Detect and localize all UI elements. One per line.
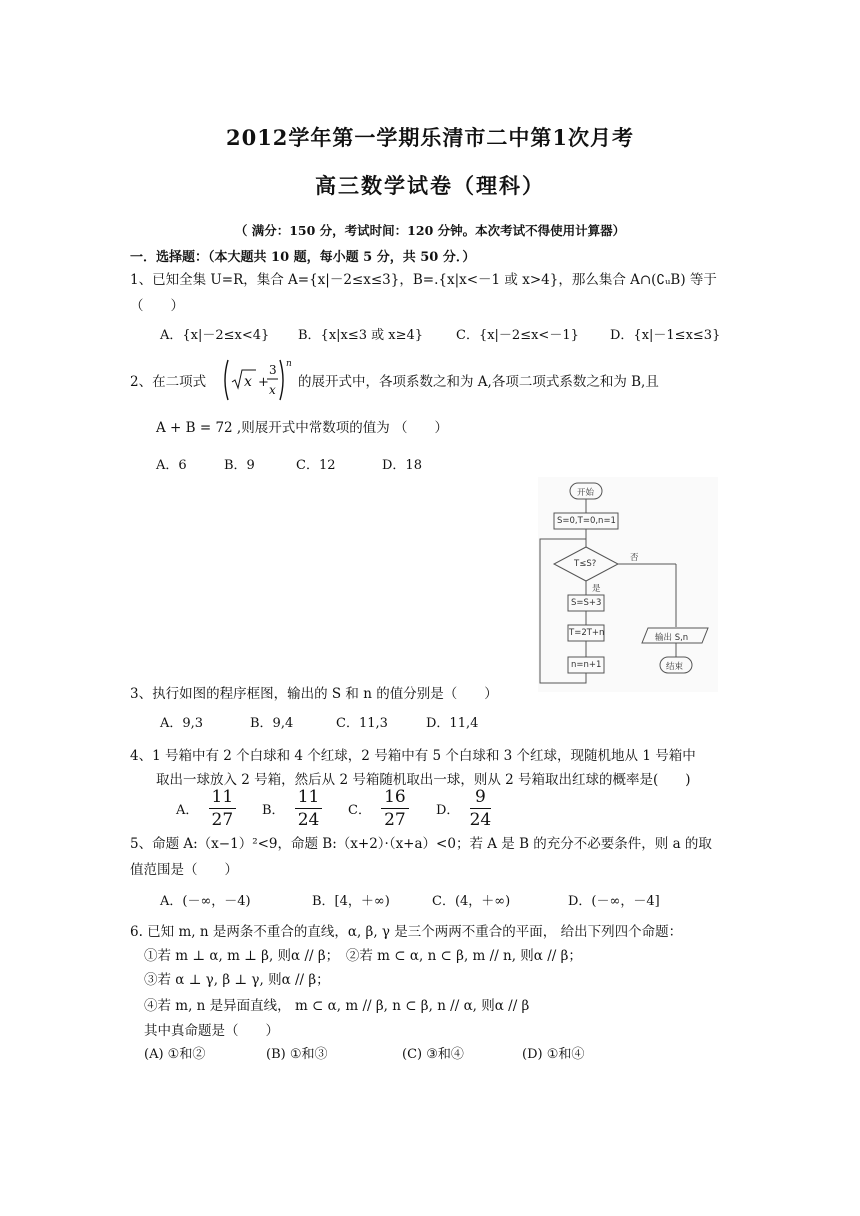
flowchart-start: 开始 bbox=[577, 488, 595, 498]
q5-option-b: B．[4，＋∞) bbox=[312, 894, 390, 909]
flowchart-output: 输出 S,n bbox=[655, 633, 689, 643]
q1-option-b: B．{x|x≤3 或 x≥4} bbox=[298, 328, 424, 343]
svg-text:+: + bbox=[258, 375, 269, 390]
q3-option-c: C．11,3 bbox=[336, 716, 388, 731]
q4-a-numerator: 11 bbox=[209, 786, 237, 809]
q1-answer-blank: （ ） bbox=[130, 298, 184, 314]
svg-text:x: x bbox=[269, 383, 276, 397]
q1-option-a: A．{x|－2≤x<4} bbox=[160, 328, 270, 343]
q4-option-b-label: B． bbox=[262, 803, 285, 818]
q2-option-c: C．12 bbox=[296, 458, 336, 473]
flowchart-init: S=0,T=0,n=1 bbox=[557, 516, 616, 526]
exam-subtitle: 高三数学试卷（理科） bbox=[315, 173, 545, 198]
q1-option-d: D．{x|－1≤x≤3} bbox=[610, 328, 721, 343]
q4-d-numerator: 9 bbox=[470, 786, 492, 809]
flowchart-step-t: T=2T+n bbox=[569, 628, 605, 638]
q4-option-d-fraction bbox=[470, 786, 492, 831]
q1-text: 1、已知全集 U=R，集合 A={x|－2≤x≤3}，B=.{x|x<－1 或 x>4}，那么集合 A∩(∁ᵤB) 等于 bbox=[130, 272, 717, 288]
exam-note: （ 满分：150 分，考试时间：120 分钟。本次考试不得使用计算器） bbox=[234, 223, 626, 238]
q4-option-c bbox=[348, 786, 415, 831]
q2-text: 的展开式中，各项系数之和为 A,各项二项式系数之和为 B,且 bbox=[298, 374, 659, 390]
q3-option-d: D．11,4 bbox=[426, 716, 479, 731]
binomial-formula-graphic bbox=[222, 356, 294, 404]
q4-option-c-fraction bbox=[381, 786, 409, 831]
q3-option-a: A．9,3 bbox=[160, 716, 204, 731]
q2-condition: A + B = 72 ,则展开式中常数项的值为 （ ） bbox=[156, 420, 449, 436]
section-heading: 一．选择题：（本大题共 10 题，每小题 5 分，共 50 分．） bbox=[130, 250, 476, 265]
q2-option-b: B．9 bbox=[224, 458, 255, 473]
exam-title: 2012学年第一学期乐清市二中第1次月考 bbox=[225, 125, 635, 150]
flowchart-lines bbox=[538, 477, 718, 692]
q5-text-line2: 值范围是（ ） bbox=[130, 862, 238, 878]
q4-option-d-label: D． bbox=[436, 803, 460, 818]
q4-option-b-fraction bbox=[295, 786, 323, 831]
q6-proposition-4: ④若 m, n 是异面直线， m ⊂ α, m // β, n ⊂ β, n // α, 则α // β bbox=[144, 998, 530, 1014]
q4-option-a-fraction bbox=[209, 786, 237, 831]
q6-proposition-3: ③若 α ⊥ γ, β ⊥ γ, 则α // β； bbox=[144, 972, 330, 988]
flowchart-step-s: S=S+3 bbox=[571, 598, 602, 608]
program-flowchart bbox=[538, 477, 718, 692]
q4-text-line2: 取出一球放入 2 号箱，然后从 2 号箱随机取出一球，则从 2 号箱取出红球的概率是( ) bbox=[156, 772, 691, 788]
q2-option-d: D．18 bbox=[382, 458, 422, 473]
q5-text-line1: 5、命题 A:（x−1）²<9，命题 B:（x+2）·（x+a）<0；若 A 是 B 的充分不必要条件，则 a 的取 bbox=[130, 836, 712, 852]
q5-option-c: C．(4，＋∞) bbox=[432, 894, 511, 909]
svg-text:3: 3 bbox=[269, 363, 277, 377]
flowchart-step-n: n=n+1 bbox=[571, 660, 602, 670]
q4-b-numerator: 11 bbox=[295, 786, 323, 809]
q4-option-c-label: C． bbox=[348, 803, 371, 818]
flowchart-end: 结束 bbox=[666, 662, 684, 672]
q6-option-b: (B) ①和③ bbox=[266, 1047, 328, 1062]
svg-text:x: x bbox=[244, 374, 252, 390]
q4-c-numerator: 16 bbox=[381, 786, 409, 809]
q4-option-a-label: A． bbox=[176, 803, 199, 818]
q4-option-a bbox=[176, 786, 242, 831]
q3-option-b: B．9,4 bbox=[250, 716, 294, 731]
q4-text-line1: 4、1 号箱中有 2 个白球和 4 个红球，2 号箱中有 5 个白球和 3 个红球，现随机地从 1 号箱中 bbox=[130, 748, 696, 764]
q4-option-d bbox=[436, 786, 497, 831]
q6-option-a: (A) ①和② bbox=[144, 1047, 206, 1062]
q4-b-denominator: 24 bbox=[297, 810, 320, 830]
q1-option-c: C．{x|－2≤x<－1} bbox=[456, 328, 579, 343]
q6-text-line1: 6. 已知 m, n 是两条不重合的直线，α, β, γ 是三个两两不重合的平面， 给出下列四个命题： bbox=[130, 924, 683, 940]
flowchart-condition: T≤S? bbox=[574, 559, 597, 569]
q2-option-a: A．6 bbox=[156, 458, 187, 473]
q4-c-denominator: 27 bbox=[384, 810, 406, 830]
svg-text:n: n bbox=[286, 359, 292, 369]
flowchart-no-label: 否 bbox=[630, 553, 639, 563]
flowchart-yes-label: 是 bbox=[592, 584, 601, 594]
q5-option-d: D．(－∞，－4] bbox=[568, 894, 660, 909]
q3-text: 3、执行如图的程序框图，输出的 S 和 n 的值分别是（ ） bbox=[130, 686, 498, 702]
q2-binomial-expression bbox=[222, 356, 294, 408]
q4-d-denominator: 24 bbox=[469, 810, 492, 830]
q2-prefix: 2、在二项式 bbox=[130, 374, 207, 390]
q4-a-denominator: 27 bbox=[211, 810, 234, 830]
q5-option-a: A．(－∞，－4) bbox=[160, 894, 251, 909]
q6-proposition-1-2: ①若 m ⊥ α, m ⊥ β, 则α // β； ②若 m ⊂ α, n ⊂ β, m // n, 则α // β； bbox=[144, 948, 582, 964]
q6-question: 其中真命题是（ ） bbox=[144, 1023, 279, 1039]
q6-option-d: (D) ①和④ bbox=[522, 1047, 585, 1062]
q4-option-b bbox=[262, 786, 328, 831]
q6-option-c: (C) ③和④ bbox=[402, 1047, 464, 1062]
